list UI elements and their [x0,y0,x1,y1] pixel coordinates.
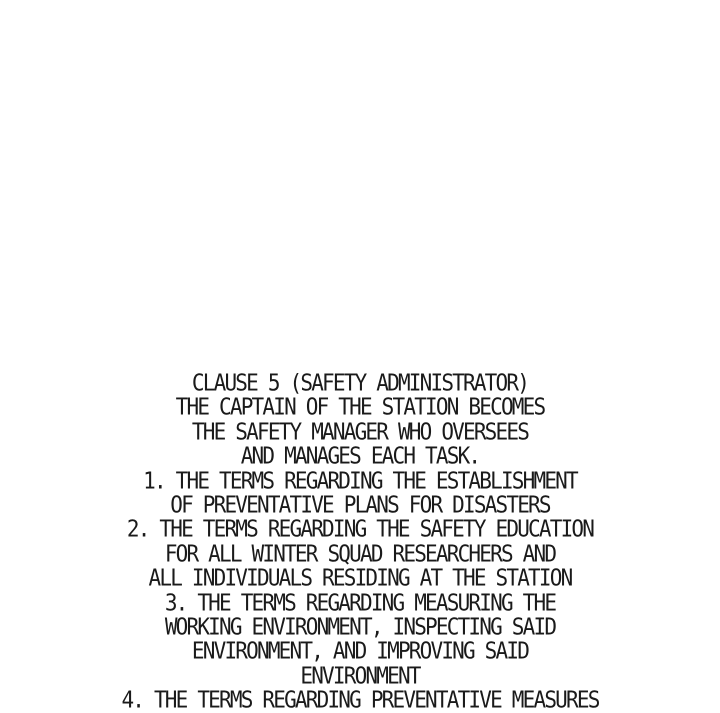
caption-line: THE CAPTAIN OF THE STATION BECOMES [175,394,545,421]
caption-line: ENVIRONMENT [300,662,420,689]
caption-line: ALL INDIVIDUALS RESIDING AT THE STATION [148,565,572,592]
caption-line: AND MANAGES EACH TASK. [240,443,480,470]
caption-line: ENVIRONMENT, AND IMPROVING SAID [191,638,529,665]
caption-line: CLAUSE 5 (SAFETY ADMINISTRATOR) [191,370,529,396]
caption-text-block [0,371,720,712]
caption-line: 4. THE TERMS REGARDING PREVENTATIVE MEASURES [121,687,599,713]
caption-line: 2. THE TERMS REGARDING THE SAFETY EDUCATION [126,516,594,543]
caption-line: THE SAFETY MANAGER WHO OVERSEES [191,418,529,445]
caption-line: WORKING ENVIRONMENT, INSPECTING SAID [164,613,556,640]
caption-line: 3. THE TERMS REGARDING MEASURING THE [164,589,556,616]
caption-line: 1. THE TERMS REGARDING THE ESTABLISHMENT [143,467,577,494]
caption-line: FOR ALL WINTER SQUAD RESEARCHERS AND [164,540,556,567]
caption-line: OF PREVENTATIVE PLANS FOR DISASTERS [170,491,550,518]
